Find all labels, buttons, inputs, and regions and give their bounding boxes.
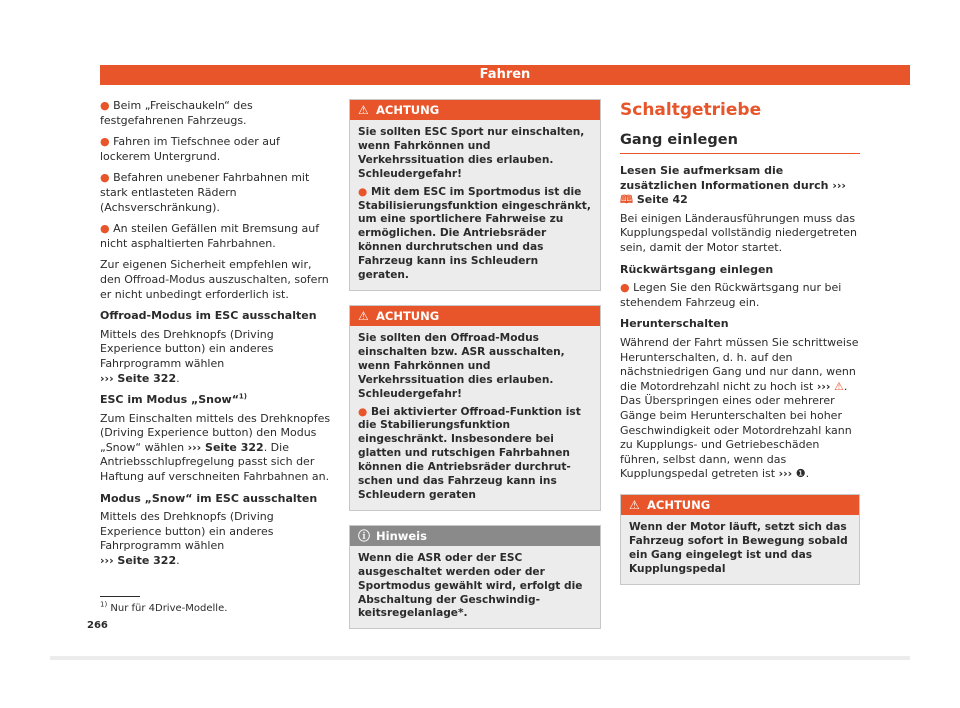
paragraph: Bei einigen Länderausführungen muss das Kupplungspedal vollständig niedergetreten sein, damit der Motor startet.: [620, 211, 858, 254]
page-reference-link[interactable]: ››› Seite 322: [100, 554, 177, 568]
footnote-marker: 1): [238, 392, 247, 401]
warning-box: [349, 305, 601, 511]
column-middle: [349, 99, 601, 643]
warning-box-header: ⚠ ACHTUNG: [621, 495, 859, 515]
footnote: $^{1)}$ Nur für 4Drive-Modelle.: [100, 600, 228, 614]
paragraph: Während der Fahrt müssen Sie schrittweise Herunterschalten, d. h. auf den nächstniedrigen Gang und nur dann, wenn die Motordrehzahl nicht zu hoch ist ››› ⚠. Das Überspringen eines oder mehrerer Gänge beim Herunterschalten bei hoher Geschwindigkeit oder Motordrehzahl kann zu Kupplungs- und Getriebeschäden führen, selbst dann, wenn das Kupplungspedal getreten ist ››› ❶.: [620, 335, 859, 481]
warning-triangle-icon: ⚠: [358, 308, 369, 323]
warning-box: [349, 99, 601, 291]
bullet-icon: ●: [100, 222, 114, 236]
bullet-icon: ●: [100, 99, 114, 112]
hint-box-header: ⓘ Hinweis: [350, 526, 600, 546]
bullet-icon: ●: [358, 185, 371, 198]
column-right: [620, 99, 860, 599]
bullet-item: ● Beim „Freischaukeln“ des festgefahrenen Fahrzeugs.: [100, 99, 253, 127]
subheading: ESC im Modus „Snow“$^{1)}$: [100, 392, 247, 407]
bullet-item: ● An steilen Gefällen mit Bremsung auf nicht asphaltierten Fahrbahnen.: [100, 222, 320, 250]
page-reference-link[interactable]: ››› Seite 322: [187, 440, 264, 454]
paragraph: Mittels des Drehknopfs (Driving Experience button) ein anderes Fahrprogramm wählen ››› Seite 322.: [100, 510, 274, 568]
paragraph: Mittels des Drehknopfs (Driving Experience button) ein anderes Fahrprogramm wählen ››› Seite 322.: [100, 327, 274, 385]
subheading: Rückwärtsgang einlegen: [620, 262, 774, 276]
column-left: [100, 99, 332, 576]
page-reference-link[interactable]: ››› Seite 322: [100, 371, 177, 385]
bullet-icon: ●: [100, 135, 114, 149]
bullet-icon: ●: [620, 281, 634, 295]
subheading: Herunterschalten: [620, 317, 729, 331]
bullet-item: ● Fahren im Tiefschnee oder auf lockerem Untergrund.: [100, 135, 280, 163]
warning-box: [620, 494, 860, 585]
page-number: 266: [87, 620, 108, 631]
page-reference-link[interactable]: Seite 42: [636, 193, 688, 207]
hint-box-body: Wenn die ASR oder der ESC ausgeschaltet werden oder der Sportmodus gewählt wird, erfolgt die Abschaltung der Geschwindigkeitsregelanlage*.: [350, 546, 600, 629]
manual-page: [50, 50, 910, 656]
warning-box-body: Sie sollten den Offroad-Modus einschalten bzw. ASR ausschalten, wenn Fahrkönnen und Verkehrssituation dies erlauben. Schleudergefahr! ● Bei aktivierter Offroad-Funktion ist die Stabilierungsfunktion eingeschränkt. Insbesondere bei glatten und rutschigen Fahrbahnen können die Antriebsräder durchrutschen und das Fahrzeug kann ins Schleudern geraten: [350, 326, 600, 510]
section-title: Gang einlegen: [620, 131, 860, 154]
section-header: Fahren: [100, 65, 910, 85]
warning-box-header: ⚠ ACHTUNG: [350, 306, 600, 326]
chapter-title: Schaltgetriebe: [620, 100, 762, 120]
subheading: Offroad-Modus im ESC ausschalten: [100, 309, 317, 323]
paragraph: Zum Einschalten mittels des Drehknopfes (Driving Experience button) den Modus „Snow“ wählen ››› Seite 322. Die Antriebsschlupfregelung passt sich der Haftung auf verschneiten Fahrbahnen an.: [100, 411, 331, 484]
subheading: Modus „Snow“ im ESC ausschalten: [100, 491, 318, 505]
bullet-item: ● Legen Sie den Rückwärtsgang nur bei stehendem Fahrzeug ein.: [620, 281, 842, 309]
warning-box-body: Wenn der Motor läuft, setzt sich das Fahrzeug sofort in Bewegung sobald ein Gang eingelegt ist und das Kupplungspedal: [621, 515, 859, 584]
bullet-icon: ●: [358, 405, 371, 418]
hint-box: [349, 525, 601, 630]
info-circle-icon: ❶: [795, 467, 806, 481]
bullet-icon: ●: [100, 171, 114, 185]
footnote-divider: [100, 596, 140, 597]
warning-triangle-icon: ⚠: [358, 103, 369, 117]
info-icon: ⓘ: [358, 528, 371, 543]
warning-triangle-icon: ⚠: [629, 497, 640, 512]
warning-box-header: ⚠ ACHTUNG: [350, 100, 600, 120]
warning-triangle-icon: ⚠: [833, 379, 844, 393]
intro-paragraph: Lesen Sie aufmerksam die zusätzlichen Informationen durch ››› 🕮 Seite 42: [620, 164, 846, 207]
warning-box-body: Sie sollten ESC Sport nur einschalten, wenn Fahrkönnen und Verkehrssituation dies erlauben. Schleudergefahr! ● Mit dem ESC im Sportmodus ist die Stabilisierungsfunktion eingeschränkt, um eine sportlichere Fahrweise zu ermöglichen. Die Antriebsräder können durchrutschen und das Fahrzeug kann ins Schleudern geraten.: [350, 120, 600, 290]
book-icon: 🕮: [620, 193, 633, 207]
bullet-item: ● Befahren unebener Fahrbahnen mit stark entlasteten Rädern (Achsverschränkung).: [100, 171, 310, 214]
paragraph: Zur eigenen Sicherheit empfehlen wir, den Offroad-Modus auszuschalten, sofern er nicht unbedingt erforderlich ist.: [100, 258, 329, 301]
